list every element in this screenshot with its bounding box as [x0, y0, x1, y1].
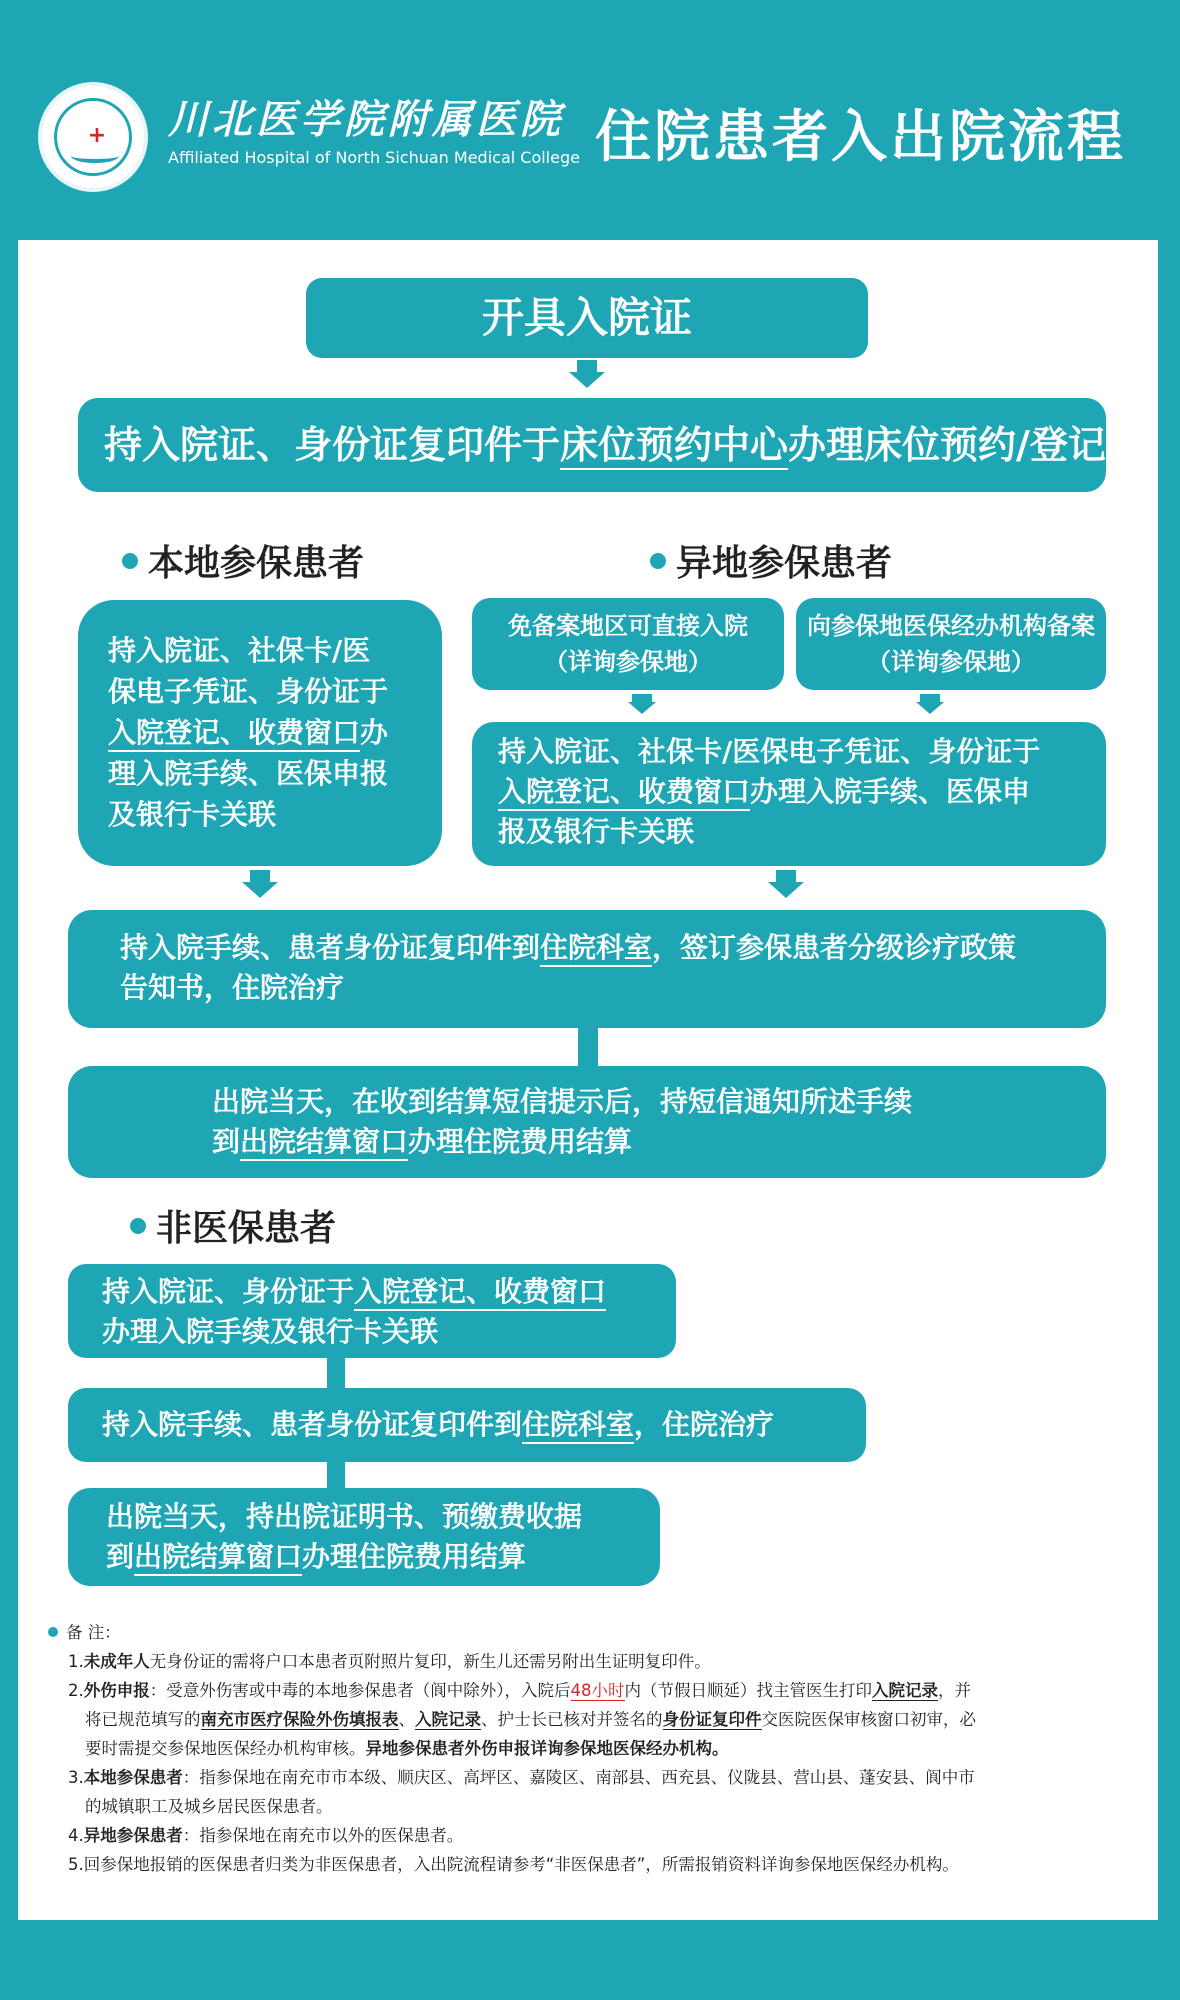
remote-option2-line1: 向参保地医保经办机构备案: [807, 612, 1095, 640]
note-2-g: 、: [398, 1710, 415, 1729]
non-insured-step2-suffix: ，住院治疗: [634, 1408, 775, 1441]
connector: [327, 1460, 345, 1490]
note-2-m: 异地参保患者外伤申报详询参保地医保经办机构。: [365, 1739, 729, 1758]
heading-non-insured: [130, 1200, 336, 1251]
insured-discharge-box: [68, 1066, 1106, 1178]
note-2: [48, 1676, 1118, 1705]
heading-remote-insured: [650, 535, 892, 586]
note-2-d: ，并: [938, 1681, 971, 1700]
note-4-num: 4.: [68, 1826, 84, 1845]
note-4: [48, 1821, 1118, 1850]
insured-ward-dept: 住院科室: [540, 931, 652, 967]
insured-discharge-suffix: 办理住院费用结算: [408, 1125, 633, 1158]
non-insured-step3-line1: 出院当天，持出院证明书、预缴费收据: [106, 1500, 583, 1533]
notes-heading: [48, 1618, 1118, 1647]
remote-option-no-filing: [472, 598, 784, 690]
header-banner: [0, 0, 1180, 240]
heading-local-insured: [122, 535, 364, 586]
non-insured-step3-suffix: 办理住院费用结算: [302, 1540, 527, 1573]
note-1-bold: 未成年人: [83, 1652, 150, 1671]
note-2-i: 、护士长已核对并签名的: [481, 1710, 663, 1729]
note-2-cont: [48, 1705, 1118, 1734]
right-border: [1158, 240, 1180, 1920]
left-border: [0, 240, 18, 1920]
bed-reservation-suffix: 办理床位预约/登记: [788, 423, 1106, 467]
note-5: [48, 1850, 1118, 1879]
insured-discharge-window: 出院结算窗口: [240, 1125, 408, 1161]
bed-reservation-prefix: 持入院证、身份证复印件于: [104, 423, 561, 467]
non-insured-step3-prefix: 到: [106, 1540, 135, 1573]
logo-ring: [54, 98, 132, 176]
local-line-5: 及银行卡关联: [108, 798, 277, 831]
non-insured-step1-prefix: 持入院证、身份证于: [102, 1275, 355, 1308]
insured-ward-line2: 告知书，住院治疗: [120, 971, 345, 1004]
notes-heading-text: 备 注：: [66, 1623, 121, 1642]
non-insured-window: 入院登记、收费窗口: [354, 1275, 606, 1311]
note-3-cont: [48, 1792, 1118, 1821]
remote-heading-text: 异地参保患者: [676, 543, 893, 584]
remote-line-3: 报及银行卡关联: [498, 815, 695, 848]
local-line-1: 持入院证、社保卡/医: [108, 634, 371, 667]
step-bed-reservation: [78, 398, 1106, 492]
notes-section: [48, 1618, 1118, 1879]
non-insured-ward-dept: 住院科室: [522, 1408, 634, 1444]
note-2-admission-record: 入院记录: [872, 1681, 938, 1700]
local-line-3-suffix: 办: [360, 716, 389, 749]
note-4-bold: 异地参保患者: [83, 1826, 183, 1845]
note-1: [48, 1647, 1118, 1676]
bullet-dot-icon: [130, 1218, 146, 1234]
insured-ward-box: [68, 910, 1106, 1028]
non-insured-step1-line2: 办理入院手续及银行卡关联: [102, 1315, 439, 1348]
note-1-num: 1.: [68, 1652, 84, 1671]
remote-option1-line2: （详询参保地）: [544, 648, 712, 676]
local-admission-box: [78, 600, 442, 866]
bullet-dot-icon: [122, 553, 138, 569]
remote-admission-box: [472, 722, 1106, 866]
note-2-id-copy: 身份证复印件: [662, 1710, 762, 1729]
remote-line-2-suffix: 办理入院手续、医保申: [750, 775, 1031, 808]
note-2-48h: 48小时: [570, 1681, 625, 1700]
note-4-a: ：指参保地在南充市以外的医保患者。: [182, 1826, 464, 1845]
bullet-dot-icon: [650, 553, 666, 569]
note-3-a: ：指参保地在南充市市本级、顺庆区、高坪区、嘉陵区、南部县、西充县、仪陇县、营山县、蓬安县、阆中市: [182, 1768, 975, 1787]
non-insured-ward-box: [68, 1388, 866, 1462]
note-3-b: 的城镇职工及城乡居民医保患者。: [85, 1797, 333, 1816]
red-cross-icon: +: [87, 123, 107, 148]
bullet-dot-icon: [48, 1627, 58, 1637]
hospital-logo: [38, 82, 148, 192]
remote-option2-line2: （详询参保地）: [867, 648, 1035, 676]
note-1-text: 无身份证的需将户口本患者页附照片复印，新生儿还需另附出生证明复印件。: [149, 1652, 711, 1671]
note-5-text: 5.回参保地报销的医保患者归类为非医保患者，入出院流程请参考“非医保患者”，所需报销资料详询参保地医保经办机构。: [68, 1855, 959, 1874]
note-3-num: 3.: [68, 1768, 84, 1787]
note-2-record: 入院记录: [415, 1710, 481, 1729]
page-title: 住院患者入出院流程: [595, 105, 1126, 170]
local-line-4: 理入院手续、医保申报: [108, 757, 389, 790]
non-insured-discharge-window: 出院结算窗口: [134, 1540, 302, 1576]
non-insured-step2-prefix: 持入院手续、患者身份证复印件到: [102, 1408, 523, 1441]
note-3: [48, 1763, 1118, 1792]
non-insured-admission-box: [68, 1264, 676, 1358]
non-insured-heading-text: 非医保患者: [156, 1208, 337, 1249]
note-2-a: ：受意外伤害或中毒的本地参保患者（阆中除外），入院后: [149, 1681, 571, 1700]
footer-band: [0, 1920, 1180, 2000]
note-2-e: 将已规范填写的: [85, 1710, 201, 1729]
note-2-form: 南充市医疗保险外伤填报表: [200, 1710, 399, 1729]
non-insured-discharge-box: [68, 1488, 660, 1586]
note-2-k: 交医院医保审核窗口初审，必: [761, 1710, 976, 1729]
remote-window: 入院登记、收费窗口: [498, 775, 750, 811]
remote-line-1: 持入院证、社保卡/医保电子凭证、身份证于: [498, 735, 1041, 768]
local-window: 入院登记、收费窗口: [108, 716, 360, 752]
note-2-cont2: [48, 1734, 1118, 1763]
note-2-bold: 外伤申报: [83, 1681, 150, 1700]
note-2-l: 要时需提交参保地医保经办机构审核。: [85, 1739, 366, 1758]
local-heading-text: 本地参保患者: [148, 543, 365, 584]
bed-reservation-center: 床位预约中心: [560, 423, 788, 470]
step-issue-admission-certificate: [306, 278, 868, 358]
insured-discharge-line1: 出院当天，在收到结算短信提示后，持短信通知所述手续: [212, 1085, 913, 1118]
insured-ward-suffix: ，签订参保患者分级诊疗政策: [652, 931, 1017, 964]
insured-discharge-prefix: 到: [212, 1125, 241, 1158]
connector: [578, 1026, 598, 1068]
insured-ward-prefix: 持入院手续、患者身份证复印件到: [120, 931, 541, 964]
note-2-b: 内（节假日顺延）找主管医生打印: [624, 1681, 872, 1700]
wave-icon: [71, 149, 119, 163]
remote-option-filing: [796, 598, 1106, 690]
step-issue-admission-text: 开具入院证: [481, 293, 692, 342]
connector: [327, 1356, 345, 1390]
note-2-num: 2.: [68, 1681, 84, 1700]
note-3-bold: 本地参保患者: [83, 1768, 183, 1787]
local-line-2: 保电子凭证、身份证于: [108, 675, 389, 708]
remote-option1-line1: 免备案地区可直接入院: [508, 612, 748, 640]
hospital-name-en: Affiliated Hospital of North Sichuan Medical College: [168, 148, 580, 167]
hospital-name-cn: 川北医学院附属医院: [168, 96, 564, 143]
